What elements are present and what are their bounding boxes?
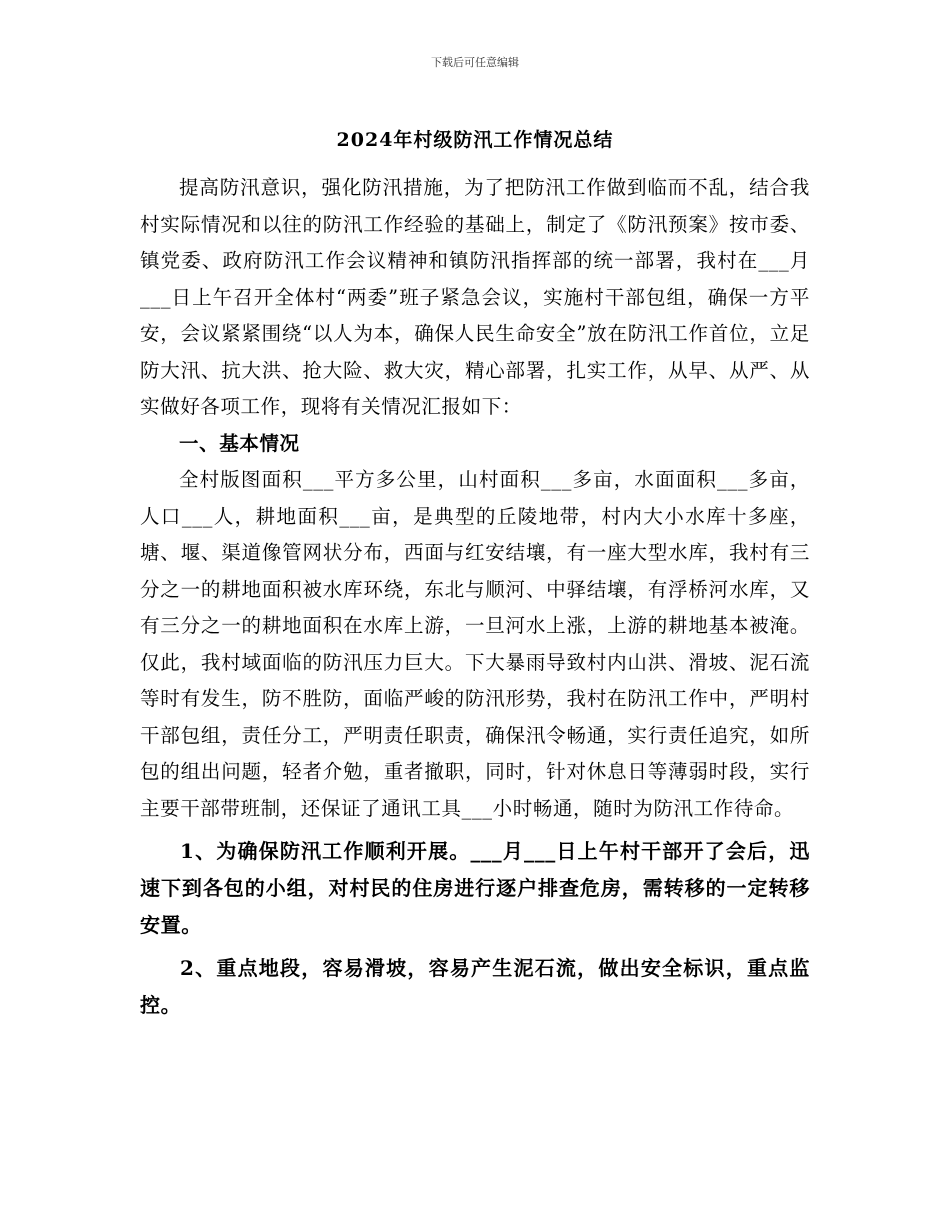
document-title: 2024年村级防汛工作情况总结 (336, 129, 614, 151)
item-paragraph-1: 1、为确保防汛工作顺利开展。___月___日上午村干部开了会后，迅速下到各包的小组，对村民的住房进行逐户排查危房，需转移的一定转移安置。 (140, 839, 810, 937)
section-paragraph-basic: 全村版图面积___平方多公里，山村面积___多亩，水面面积___多亩，人口___人，耕地面积___亩，是典型的丘陵地带，村内大小水库十多座，塘、堰、渠道像管网状分布，西面与红安结壤，有一座大型水库，我村有三分之一的耕地面积被水库环绕，东北与顺河、中驿结壤，有浮桥河水库，又有三分之一的耕地面积在水库上游，一旦河水上涨，上游的耕地基本被淹。仅此，我村域面临的防汛压力巨大。下大暴雨导致村内山洪、滑坡、泥石流等时有发生，防不胜防，面临严峻的防汛形势，我村在防汛工作中，严明村干部包组，责任分工，严明责任职责，确保汛令畅通，实行责任追究，如所包的组出问题，轻者介勉，重者撤职，同时，针对休息日等薄弱时段，实行主要干部带班制，还保证了通讯工具___小时畅通，随时为防汛工作待命。 (140, 468, 810, 820)
item-paragraph-2: 2、重点地段，容易滑坡，容易产生泥石流，做出安全标识，重点监控。 (140, 956, 810, 1017)
intro-paragraph: 提高防汛意识，强化防汛措施，为了把防汛工作做到临而不乱，结合我村实际情况和以往的防汛工作经验的基础上，制定了《防汛预案》按市委、镇党委、政府防汛工作会议精神和镇防汛指挥部的统一部署，我村在___月___日上午召开全体村“两委”班子紧急会议，实施村干部包组，确保一方平安，会议紧紧围绕“以人为本，确保人民生命安全”放在防汛工作首位，立足防大汛、抗大洪、抢大险、救大灾，精心部署，扎实工作，从早、从严、从实做好各项工作，现将有关情况汇报如下： (140, 176, 810, 418)
header-note: 下载后可任意编辑 (431, 56, 519, 69)
document-body (140, 170, 810, 1024)
section-heading-basic: 一、基本情况 (179, 431, 300, 455)
